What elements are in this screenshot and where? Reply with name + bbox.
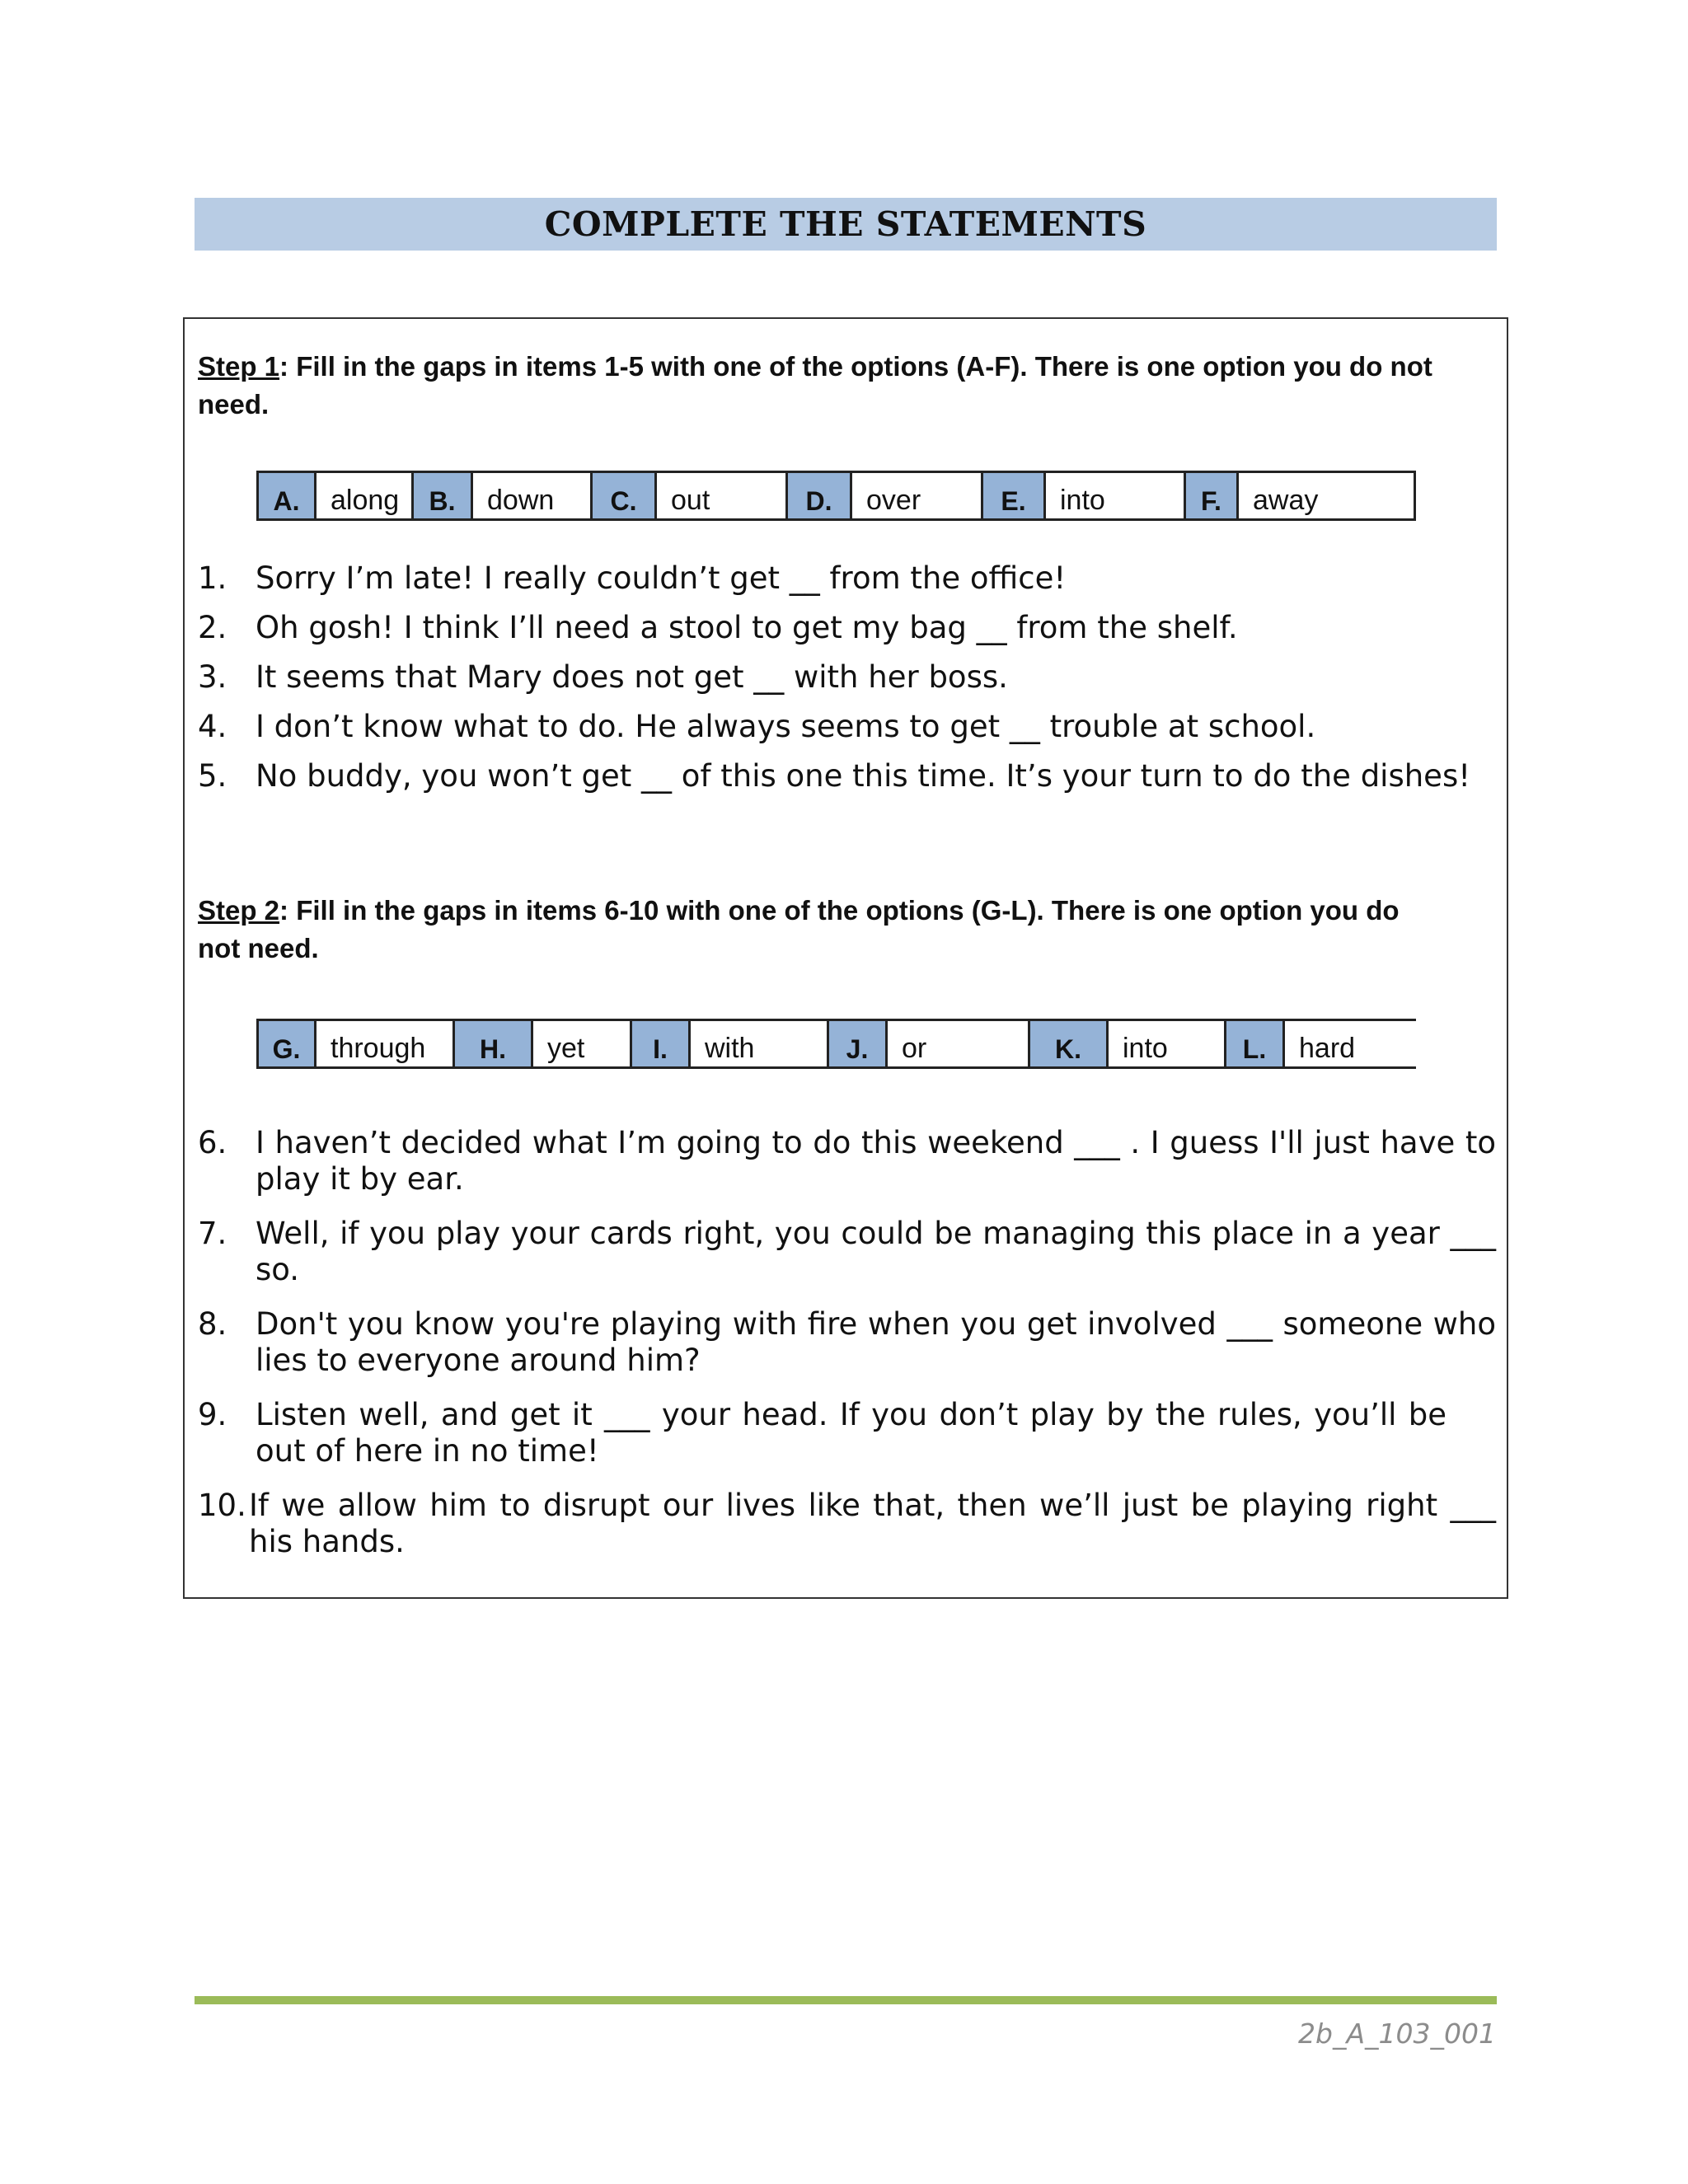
item-text: I haven’t decided what I’m going to do this weekend ___ . I guess I'll just have to play it by ear. xyxy=(256,1125,1496,1197)
option-letter: A. xyxy=(259,473,316,518)
option-word: with xyxy=(691,1021,829,1066)
step1-label: Step 1 xyxy=(198,351,280,382)
option-letter: G. xyxy=(259,1021,316,1066)
option-i xyxy=(632,1021,829,1066)
item-number: 7. xyxy=(198,1216,227,1251)
step2-label: Step 2 xyxy=(198,895,280,926)
step1-instructions xyxy=(198,348,1434,424)
list-item xyxy=(198,1306,1496,1379)
option-g xyxy=(259,1021,455,1066)
item-number: 5. xyxy=(198,758,227,794)
option-letter: E. xyxy=(983,473,1046,518)
option-c xyxy=(593,473,788,518)
document-code: 2b_A_103_001 xyxy=(1298,2018,1496,2050)
item-number: 10. xyxy=(198,1488,246,1523)
option-a xyxy=(259,473,414,518)
title-banner xyxy=(195,198,1497,251)
step2-instructions xyxy=(198,892,1434,968)
item-number: 6. xyxy=(198,1125,227,1160)
option-letter: D. xyxy=(788,473,852,518)
option-l xyxy=(1226,1021,1418,1066)
option-letter: F. xyxy=(1186,473,1239,518)
option-word: down xyxy=(473,473,593,518)
list-item xyxy=(198,1216,1496,1288)
option-letter: L. xyxy=(1226,1021,1285,1066)
item-number: 9. xyxy=(198,1397,227,1432)
list-item xyxy=(198,560,1496,597)
option-word: away xyxy=(1239,473,1414,518)
list-item xyxy=(198,659,1496,696)
option-h xyxy=(455,1021,632,1066)
step1-options-table xyxy=(256,471,1416,521)
option-d xyxy=(788,473,983,518)
item-text: Listen well, and get it ___ your head. If you don’t play by the rules, you’ll be out of here in no time! xyxy=(256,1397,1447,1469)
option-word: or xyxy=(888,1021,1030,1066)
step2-options-table xyxy=(256,1019,1416,1069)
option-word: along xyxy=(316,473,414,518)
page-title: COMPLETE THE STATEMENTS xyxy=(544,204,1147,244)
option-b xyxy=(414,473,593,518)
option-word: over xyxy=(852,473,983,518)
item-text: If we allow him to disrupt our lives like that, then we’ll just be playing right ___ his hands. xyxy=(249,1488,1496,1559)
item-text: Sorry I’m late! I really couldn’t get __ from the office! xyxy=(256,560,1067,596)
option-letter: C. xyxy=(593,473,657,518)
item-number: 3. xyxy=(198,659,227,695)
option-letter: K. xyxy=(1030,1021,1109,1066)
item-number: 4. xyxy=(198,709,227,744)
option-word: yet xyxy=(533,1021,632,1066)
option-j xyxy=(829,1021,1030,1066)
list-item xyxy=(198,758,1496,794)
list-item xyxy=(198,610,1496,646)
option-letter: H. xyxy=(455,1021,533,1066)
item-text: Well, if you play your cards right, you could be managing this place in a year ___ so. xyxy=(256,1216,1496,1287)
option-e xyxy=(983,473,1186,518)
item-text: It seems that Mary does not get __ with her boss. xyxy=(256,659,1008,695)
option-f xyxy=(1186,473,1414,518)
list-item xyxy=(198,709,1496,745)
item-text: I don’t know what to do. He always seems to get __ trouble at school. xyxy=(256,709,1316,744)
item-text: Oh gosh! I think I’ll need a stool to get my bag __ from the shelf. xyxy=(256,610,1238,645)
footer-divider xyxy=(195,1996,1497,2004)
list-item xyxy=(198,1397,1496,1469)
step2-text: : Fill in the gaps in items 6-10 with one of the options (G-L). There is one option you do not need. xyxy=(198,895,1400,963)
option-word: through xyxy=(316,1021,455,1066)
option-letter: J. xyxy=(829,1021,888,1066)
list-item xyxy=(198,1125,1496,1197)
item-text: Don't you know you're playing with fire when you get involved ___ someone who lies to everyone around him? xyxy=(256,1306,1496,1378)
item-number: 2. xyxy=(198,610,227,645)
item-text: No buddy, you won’t get __ of this one this time. It’s your turn to do the dishes! xyxy=(256,758,1471,794)
option-letter: B. xyxy=(414,473,473,518)
option-k xyxy=(1030,1021,1226,1066)
option-word: into xyxy=(1109,1021,1226,1066)
item-number: 1. xyxy=(198,560,227,596)
list-item xyxy=(198,1488,1496,1560)
item-number: 8. xyxy=(198,1306,227,1342)
option-word: out xyxy=(657,473,788,518)
option-word: into xyxy=(1046,473,1186,518)
option-letter: I. xyxy=(632,1021,691,1066)
step1-text: : Fill in the gaps in items 1-5 with one of the options (A-F). There is one option you do not need. xyxy=(198,351,1432,419)
option-word: hard xyxy=(1285,1021,1418,1066)
